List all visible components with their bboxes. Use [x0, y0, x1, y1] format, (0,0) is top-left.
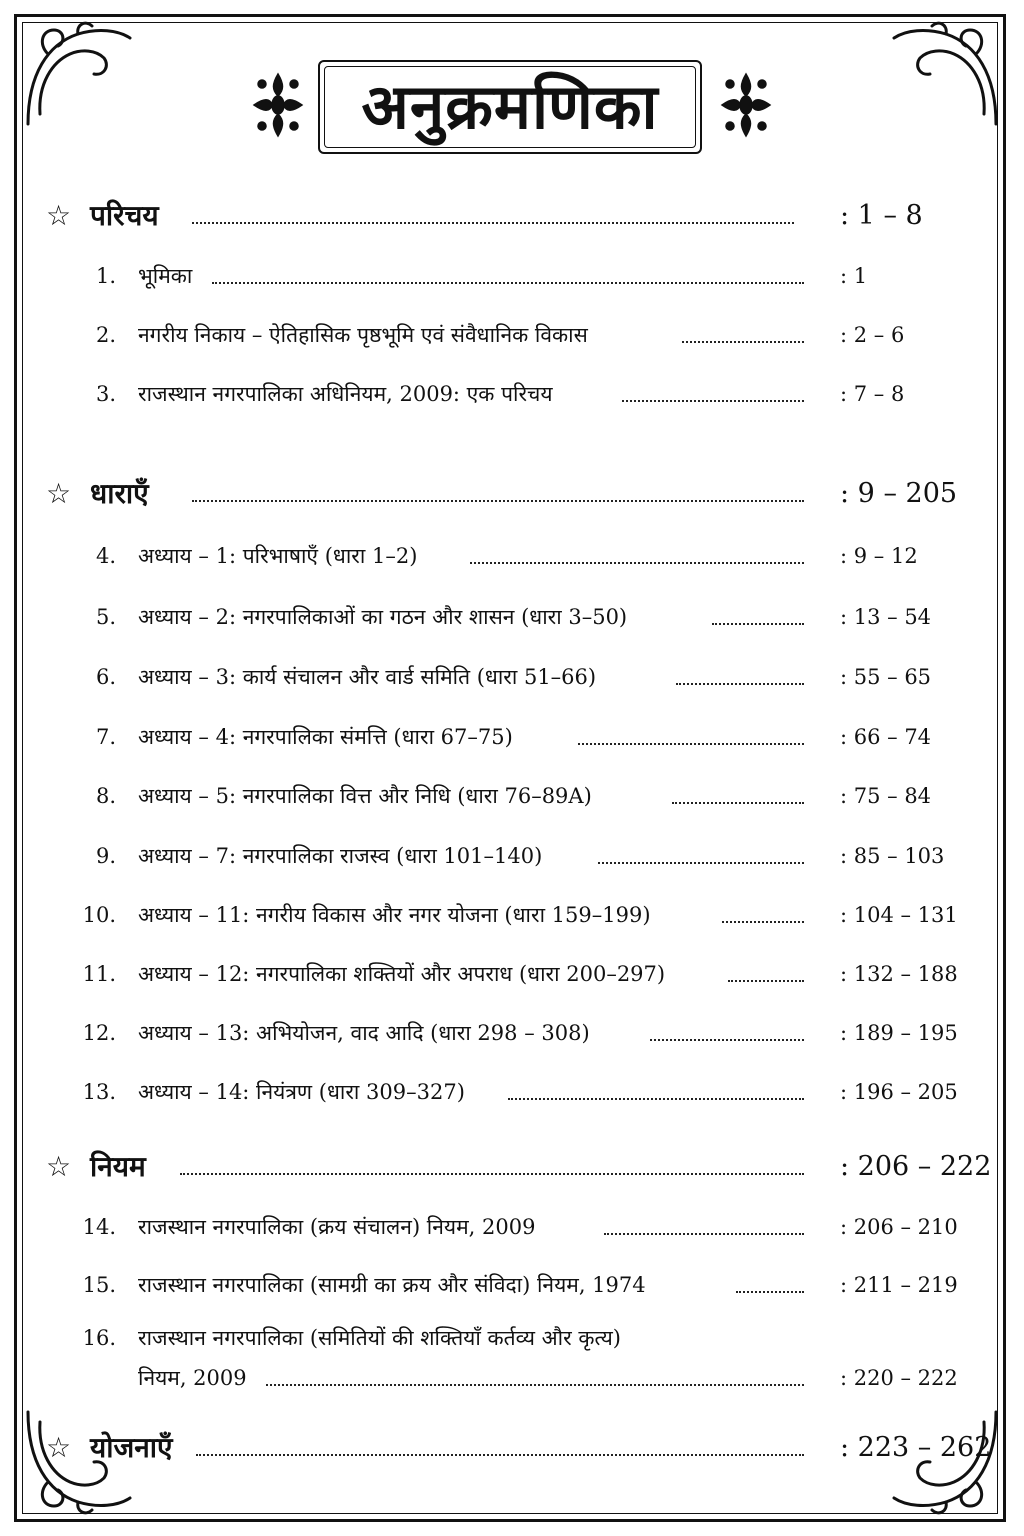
toc-entry: [0, 1072, 1024, 1112]
star-icon: ☆: [46, 1150, 72, 1183]
dot-leader: [712, 623, 804, 625]
dot-leader: [728, 980, 804, 982]
toc-entry: [0, 1265, 1024, 1305]
dot-leader: [622, 400, 804, 402]
toc-entry: [0, 657, 1024, 697]
entry-number: 3.: [95, 382, 116, 406]
entry-label: राजस्थान नगरपालिका अधिनियम, 2009: एक परिचय: [138, 382, 553, 406]
entry-number: 14.: [82, 1215, 116, 1239]
entry-pages: : 2 – 6: [840, 323, 905, 347]
section-heading: [0, 1147, 1024, 1187]
dot-leader: [682, 341, 804, 343]
dot-leader: [266, 1384, 804, 1386]
section-pages: : 1 – 8: [840, 200, 923, 231]
entry-number: 13.: [82, 1080, 116, 1104]
entry-label: राजस्थान नगरपालिका (सामग्री का क्रय और संविदा) नियम, 1974: [138, 1273, 646, 1297]
section-title: धाराएँ: [90, 477, 149, 510]
entry-pages: : 132 – 188: [840, 962, 958, 986]
section-title: योजनाएँ: [90, 1431, 173, 1464]
dot-leader: [736, 1291, 804, 1293]
entry-label: अध्याय – 5: नगरपालिका वित्त और निधि (धारा 76–89A): [138, 784, 592, 808]
toc-entry: [0, 954, 1024, 994]
dot-leader: [192, 500, 804, 502]
entry-label: अध्याय – 11: नगरीय विकास और नगर योजना (धारा 159–199): [138, 903, 651, 927]
toc-entry: [0, 717, 1024, 757]
section-title: परिचय: [90, 199, 159, 232]
toc-entry: [0, 374, 1024, 414]
entry-label: अध्याय – 4: नगरपालिका संमत्ति (धारा 67–75): [138, 725, 513, 749]
entry-label: अध्याय – 7: नगरपालिका राजस्व (धारा 101–140): [138, 844, 543, 868]
entry-label: भूमिका: [138, 264, 193, 288]
fleuron-ornament-icon: [250, 70, 306, 140]
entry-label-continued: नियम, 2009: [138, 1366, 247, 1390]
entry-number: 11.: [82, 962, 116, 986]
toc-entry: [0, 895, 1024, 935]
corner-ornament-icon: [18, 14, 138, 134]
toc-entry: [0, 1207, 1024, 1247]
dot-leader: [676, 683, 804, 685]
entry-pages: : 189 – 195: [840, 1021, 958, 1045]
entry-pages: : 85 – 103: [840, 844, 945, 868]
star-icon: ☆: [46, 199, 72, 232]
dot-leader: [508, 1098, 804, 1100]
entry-pages: : 104 – 131: [840, 903, 958, 927]
entry-pages: : 13 – 54: [840, 605, 932, 629]
dot-leader: [196, 1454, 804, 1456]
toc-entry: [0, 1013, 1024, 1053]
entry-number: 6.: [95, 665, 116, 689]
entry-pages: : 9 – 12: [840, 544, 918, 568]
section-heading: [0, 1428, 1024, 1468]
section-heading: [0, 196, 1024, 236]
section-pages: : 9 – 205: [840, 478, 958, 509]
toc-entry: [0, 776, 1024, 816]
entry-number: 8.: [95, 784, 116, 808]
section-pages: : 206 – 222: [840, 1151, 992, 1182]
dot-leader: [192, 222, 794, 224]
entry-label: अध्याय – 13: अभियोजन, वाद आदि (धारा 298 – 308): [138, 1021, 590, 1045]
fleuron-ornament-icon: [718, 70, 774, 140]
dot-leader: [598, 862, 804, 864]
star-icon: ☆: [46, 477, 72, 510]
star-icon: ☆: [46, 1431, 72, 1464]
entry-number: 15.: [82, 1273, 116, 1297]
entry-number: 5.: [95, 605, 116, 629]
entry-pages: : 55 – 65: [840, 665, 932, 689]
toc-entry: [0, 536, 1024, 576]
toc-entry-continuation: [0, 1358, 1024, 1398]
toc-entry: [0, 315, 1024, 355]
entry-pages: : 1: [840, 264, 868, 288]
entry-label: राजस्थान नगरपालिका (समितियों की शक्तियाँ कर्तव्य और कृत्य): [138, 1326, 621, 1350]
dot-leader: [604, 1233, 804, 1235]
entry-label: राजस्थान नगरपालिका (क्रय संचालन) नियम, 2009: [138, 1215, 536, 1239]
entry-pages: : 75 – 84: [840, 784, 932, 808]
page-title: अनुक्रमणिका: [361, 70, 659, 143]
dot-leader: [722, 921, 804, 923]
toc-entry: [0, 256, 1024, 296]
toc-entry: [0, 1318, 1024, 1358]
corner-ornament-icon: [886, 14, 1006, 134]
dot-leader: [650, 1039, 804, 1041]
entry-number: 10.: [82, 903, 116, 927]
entry-label: नगरीय निकाय – ऐतिहासिक पृष्ठभूमि एवं संवैधानिक विकास: [138, 323, 588, 347]
entry-pages: : 7 – 8: [840, 382, 905, 406]
entry-label: अध्याय – 14: नियंत्रण (धारा 309–327): [138, 1080, 465, 1104]
dot-leader: [180, 1173, 804, 1175]
entry-number: 4.: [95, 544, 116, 568]
page-title-box: [318, 60, 702, 154]
dot-leader: [672, 802, 804, 804]
entry-pages: : 211 – 219: [840, 1273, 958, 1297]
entry-label: अध्याय – 3: कार्य संचालन और वार्ड समिति (धारा 51–66): [138, 665, 597, 689]
entry-pages: : 220 – 222: [840, 1366, 958, 1390]
entry-number: 7.: [95, 725, 116, 749]
dot-leader: [470, 562, 804, 564]
entry-number: 2.: [95, 323, 116, 347]
entry-label: अध्याय – 2: नगरपालिकाओं का गठन और शासन (धारा 3–50): [138, 605, 628, 629]
section-pages: : 223 – 262: [840, 1432, 992, 1463]
entry-pages: : 206 – 210: [840, 1215, 958, 1239]
entry-pages: : 66 – 74: [840, 725, 932, 749]
entry-label: अध्याय – 1: परिभाषाएँ (धारा 1–2): [138, 544, 418, 568]
entry-number: 1.: [95, 264, 116, 288]
entry-pages: : 196 – 205: [840, 1080, 958, 1104]
dot-leader: [578, 743, 804, 745]
entry-number: 16.: [82, 1326, 116, 1350]
entry-label: अध्याय – 12: नगरपालिका शक्तियों और अपराध (धारा 200–297): [138, 962, 666, 986]
entry-number: 12.: [82, 1021, 116, 1045]
entry-number: 9.: [95, 844, 116, 868]
dot-leader: [212, 282, 804, 284]
toc-entry: [0, 836, 1024, 876]
section-title: नियम: [90, 1150, 146, 1183]
section-heading: [0, 474, 1024, 514]
toc-entry: [0, 597, 1024, 637]
